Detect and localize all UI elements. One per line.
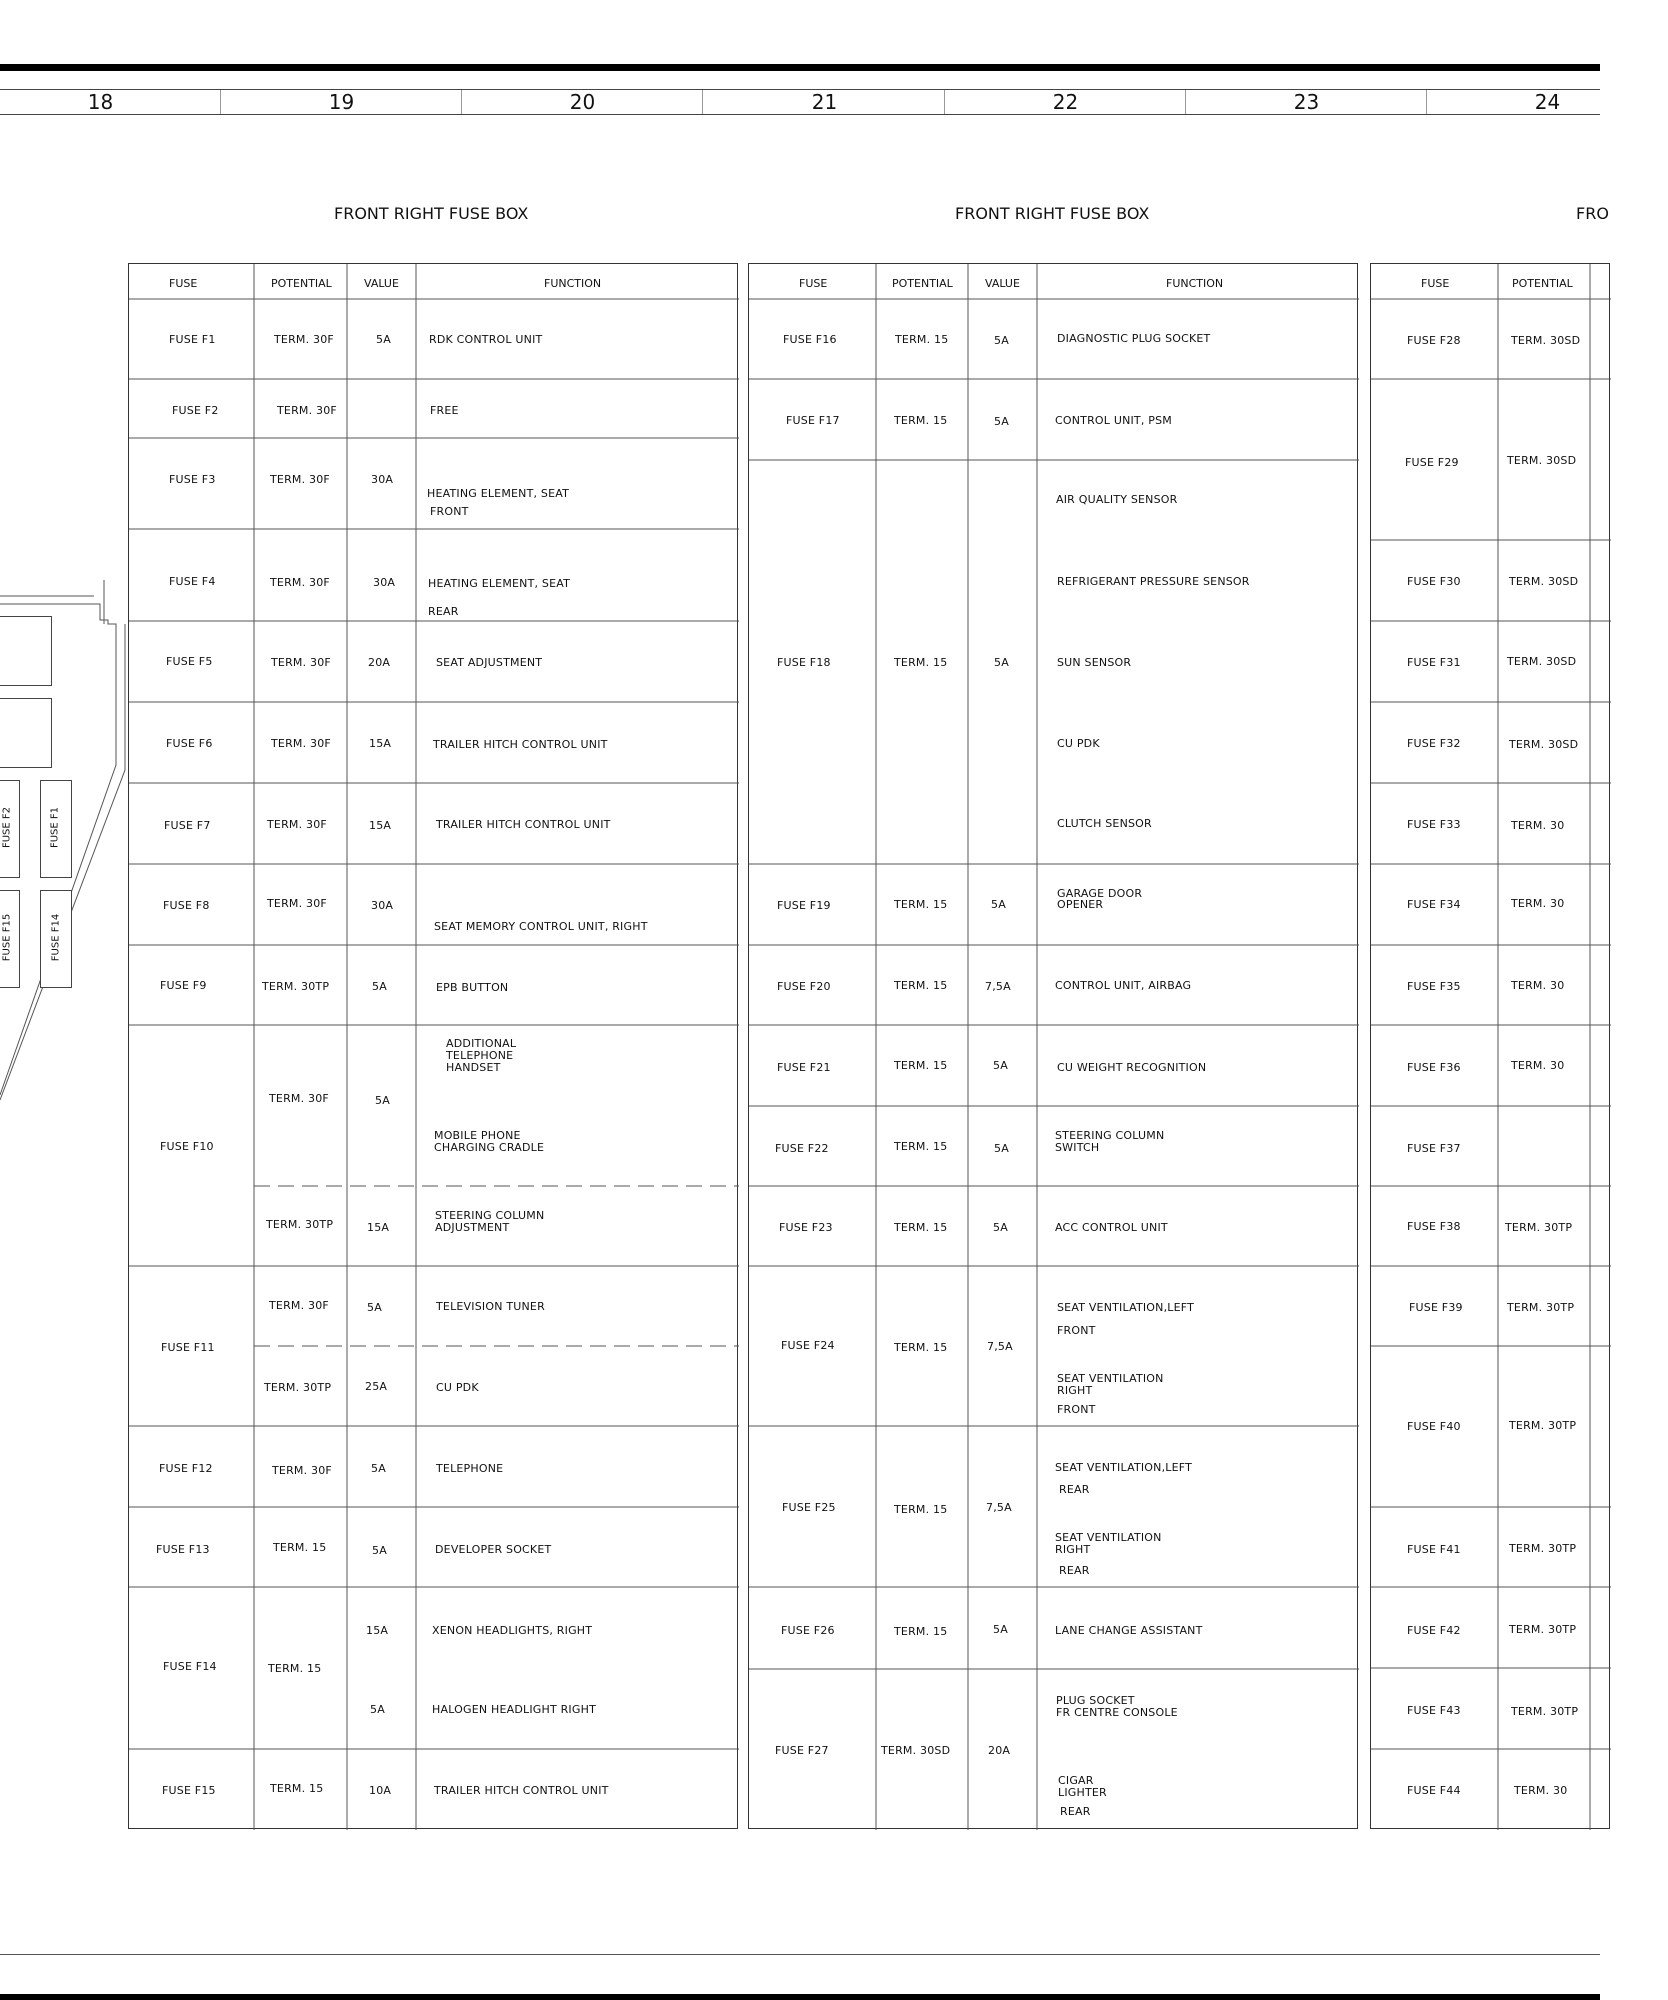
fuse-function-detail: REAR <box>1060 1805 1091 1818</box>
fuse-function-detail: RIGHT <box>1057 1384 1093 1397</box>
fuse-potential: TERM. 30SD <box>881 1744 951 1757</box>
fuse-function-detail: FRONT <box>430 505 469 518</box>
fuse-function: SUN SENSOR <box>1057 656 1132 669</box>
fuse-function: CU WEIGHT RECOGNITION <box>1057 1061 1207 1074</box>
fuse-function: CLUTCH SENSOR <box>1057 817 1152 830</box>
fuse-potential: TERM. 30SD <box>1507 454 1577 467</box>
fuse-potential: TERM. 30SD <box>1511 334 1581 347</box>
fuse-function: SEAT VENTILATION <box>1057 1372 1164 1385</box>
fuse-function-detail: RIGHT <box>1055 1543 1091 1556</box>
fuse-potential: TERM. 30F <box>267 818 327 831</box>
fuse-id: FUSE F40 <box>1407 1420 1461 1433</box>
fuse-box-outline-drawing <box>0 580 130 1100</box>
col-header-function: FUNCTION <box>1166 277 1224 290</box>
fuse-function: STEERING COLUMN <box>1055 1129 1165 1142</box>
fuse-id: FUSE F8 <box>163 899 210 912</box>
fuse-table-1 <box>128 263 738 1829</box>
fuse-potential: TERM. 30F <box>270 473 330 486</box>
fuse-function: TRAILER HITCH CONTROL UNIT <box>436 818 611 831</box>
fuse-function: HEATING ELEMENT, SEAT <box>427 487 570 500</box>
fuse-function: EPB BUTTON <box>436 981 509 994</box>
fuse-id: FUSE F21 <box>777 1061 831 1074</box>
fuse-potential: TERM. 30SD <box>1507 655 1577 668</box>
table-2-gridlines <box>749 264 1359 1830</box>
fuse-label-f1: FUSE F1 <box>49 806 61 849</box>
fuse-label-f14: FUSE F14 <box>50 913 62 962</box>
fuse-id: FUSE F3 <box>169 473 216 486</box>
fuse-value: 5A <box>993 1221 1008 1234</box>
fuse-id: FUSE F37 <box>1407 1142 1461 1155</box>
fuse-function: TELEPHONE <box>436 1462 504 1475</box>
ruler-number: 21 <box>811 90 838 114</box>
fuse-potential: TERM. 30SD <box>1509 738 1579 751</box>
relay-slot <box>0 698 52 768</box>
fuse-value: 5A <box>994 1142 1009 1155</box>
fuse-potential: TERM. 15 <box>894 656 948 669</box>
fuse-potential: TERM. 30TP <box>266 1218 334 1231</box>
fuse-function: HALOGEN HEADLIGHT RIGHT <box>432 1703 596 1716</box>
fuse-potential: TERM. 30F <box>269 1092 329 1105</box>
fuse-potential: TERM. 15 <box>895 333 949 346</box>
fuse-potential: TERM. 15 <box>273 1541 327 1554</box>
fuse-id: FUSE F38 <box>1407 1220 1461 1233</box>
fuse-function: GARAGE DOOR <box>1057 887 1143 900</box>
fuse-id: FUSE F14 <box>163 1660 217 1673</box>
col-header-value: VALUE <box>364 277 399 290</box>
fuse-id: FUSE F33 <box>1407 818 1461 831</box>
fuse-function: DIAGNOSTIC PLUG SOCKET <box>1057 332 1211 345</box>
fuse-function: PLUG SOCKET <box>1056 1694 1135 1707</box>
fuse-function-detail: REAR <box>1059 1483 1090 1496</box>
fuse-value: 30A <box>371 473 394 486</box>
fuse-id: FUSE F25 <box>782 1501 836 1514</box>
ruler-number: 20 <box>569 90 596 114</box>
top-border-bar <box>0 64 1600 71</box>
fuse-value: 7,5A <box>986 1501 1012 1514</box>
fuse-potential: TERM. 30 <box>1514 1784 1568 1797</box>
fuse-function-detail: CHARGING CRADLE <box>434 1141 545 1154</box>
fuse-function: ACC CONTROL UNIT <box>1055 1221 1168 1234</box>
fuse-potential: TERM. 15 <box>894 1341 948 1354</box>
fuse-function: CONTROL UNIT, PSM <box>1055 414 1172 427</box>
fuse-function: ADDITIONAL <box>446 1037 517 1050</box>
grid-ruler <box>0 89 1600 115</box>
fuse-id: FUSE F7 <box>164 819 211 832</box>
fuse-id: FUSE F39 <box>1409 1301 1463 1314</box>
fuse-potential: TERM. 15 <box>894 1140 948 1153</box>
col-header-function: FUNCTION <box>544 277 602 290</box>
fuse-id: FUSE F1 <box>169 333 216 346</box>
fuse-function: TELEVISION TUNER <box>436 1300 545 1313</box>
fuse-function: CIGAR <box>1058 1774 1094 1787</box>
fuse-value: 5A <box>994 656 1009 669</box>
fuse-value: 5A <box>370 1703 385 1716</box>
fuse-id: FUSE F29 <box>1405 456 1459 469</box>
fuse-box-title: FRONT RIGHT FUSE BOX <box>955 204 1150 223</box>
fuse-function: CU PDK <box>1057 737 1100 750</box>
fuse-function-detail: OPENER <box>1057 898 1104 911</box>
fuse-function-detail: ADJUSTMENT <box>435 1221 510 1234</box>
fuse-value: 5A <box>376 333 391 346</box>
fuse-value: 15A <box>366 1624 389 1637</box>
fuse-potential: TERM. 30F <box>272 1464 332 1477</box>
fuse-potential: TERM. 30 <box>1511 979 1565 992</box>
fuse-function-detail: REAR <box>428 605 459 618</box>
fuse-function: HEATING ELEMENT, SEAT <box>428 577 571 590</box>
fuse-id: FUSE F4 <box>169 575 216 588</box>
fuse-id: FUSE F26 <box>781 1624 835 1637</box>
fuse-function-detail: FRONT <box>1057 1324 1096 1337</box>
fuse-function: CONTROL UNIT, AIRBAG <box>1055 979 1192 992</box>
fuse-potential: TERM. 30F <box>271 737 331 750</box>
fuse-potential: TERM. 15 <box>894 898 948 911</box>
fuse-function-detail: SWITCH <box>1055 1141 1100 1154</box>
fuse-value: 15A <box>367 1221 390 1234</box>
fuse-function: AIR QUALITY SENSOR <box>1056 493 1178 506</box>
col-header-potential: POTENTIAL <box>892 277 953 290</box>
fuse-function: STEERING COLUMN <box>435 1209 545 1222</box>
fuse-potential: TERM. 15 <box>894 979 948 992</box>
fuse-id: FUSE F17 <box>786 414 840 427</box>
col-header-potential: POTENTIAL <box>1512 277 1573 290</box>
fuse-function-detail: TELEPHONE <box>446 1049 514 1062</box>
fuse-table-2 <box>748 263 1358 1829</box>
fuse-value: 20A <box>368 656 391 669</box>
fuse-potential: TERM. 15 <box>268 1662 322 1675</box>
ruler-number: 24 <box>1534 90 1561 114</box>
fuse-function: SEAT VENTILATION,LEFT <box>1055 1461 1193 1474</box>
fuse-function-detail: FR CENTRE CONSOLE <box>1056 1706 1178 1719</box>
fuse-value: 20A <box>988 1744 1011 1757</box>
fuse-id: FUSE F23 <box>779 1221 833 1234</box>
ruler-number: 22 <box>1052 90 1079 114</box>
fuse-function-detail: LIGHTER <box>1058 1786 1107 1799</box>
fuse-id: FUSE F6 <box>166 737 213 750</box>
fuse-value: 5A <box>991 898 1006 911</box>
fuse-function: CU PDK <box>436 1381 479 1394</box>
fuse-value: 5A <box>994 334 1009 347</box>
fuse-potential: TERM. 30F <box>277 404 337 417</box>
fuse-value: 5A <box>375 1094 390 1107</box>
fuse-function-detail: HANDSET <box>446 1061 501 1074</box>
col-header-value: VALUE <box>985 277 1020 290</box>
fuse-id: FUSE F27 <box>775 1744 829 1757</box>
fuse-function: SEAT VENTILATION <box>1055 1531 1162 1544</box>
fuse-potential: TERM. 30TP <box>1505 1221 1573 1234</box>
fuse-potential: TERM. 30 <box>1511 1059 1565 1072</box>
fuse-id: FUSE F13 <box>156 1543 210 1556</box>
fuse-id: FUSE F31 <box>1407 656 1461 669</box>
fuse-id: FUSE F5 <box>166 655 213 668</box>
fuse-value: 30A <box>373 576 396 589</box>
fuse-id: FUSE F2 <box>172 404 219 417</box>
fuse-potential: TERM. 30TP <box>1509 1419 1577 1432</box>
fuse-function: SEAT ADJUSTMENT <box>436 656 543 669</box>
fuse-id: FUSE F24 <box>781 1339 835 1352</box>
fuse-function: SEAT MEMORY CONTROL UNIT, RIGHT <box>434 920 648 933</box>
fuse-function: TRAILER HITCH CONTROL UNIT <box>434 1784 609 1797</box>
fuse-id: FUSE F16 <box>783 333 837 346</box>
fuse-potential: TERM. 30 <box>1511 897 1565 910</box>
col-header-fuse: FUSE <box>169 277 198 290</box>
table-3-gridlines <box>1371 264 1611 1830</box>
fuse-id: FUSE F22 <box>775 1142 829 1155</box>
fuse-potential: TERM. 30TP <box>262 980 330 993</box>
fuse-potential: TERM. 15 <box>894 414 948 427</box>
fuse-id: FUSE F19 <box>777 899 831 912</box>
fuse-function: RDK CONTROL UNIT <box>429 333 543 346</box>
fuse-potential: TERM. 15 <box>270 1782 324 1795</box>
fuse-potential: TERM. 30TP <box>1511 1705 1579 1718</box>
fuse-id: FUSE F9 <box>160 979 207 992</box>
fuse-value: 7,5A <box>985 980 1011 993</box>
fuse-potential: TERM. 30TP <box>1509 1542 1577 1555</box>
fuse-id: FUSE F11 <box>161 1341 215 1354</box>
fuse-potential: TERM. 30TP <box>264 1381 332 1394</box>
fuse-function-detail: MOBILE PHONE <box>434 1129 521 1142</box>
fuse-value: 15A <box>369 737 392 750</box>
fuse-value: 7,5A <box>987 1340 1013 1353</box>
fuse-id: FUSE F12 <box>159 1462 213 1475</box>
fuse-function-detail: REAR <box>1059 1564 1090 1577</box>
fuse-value: 5A <box>993 1059 1008 1072</box>
fuse-value: 10A <box>369 1784 392 1797</box>
fuse-value: 15A <box>369 819 392 832</box>
fuse-id: FUSE F36 <box>1407 1061 1461 1074</box>
fuse-potential: TERM. 30F <box>270 576 330 589</box>
ruler-number: 23 <box>1293 90 1320 114</box>
fuse-box-title: FRONT RIGHT FUSE BOX <box>334 204 529 223</box>
fuse-id: FUSE F28 <box>1407 334 1461 347</box>
relay-slot <box>0 616 52 686</box>
fuse-value: 30A <box>371 899 394 912</box>
col-header-fuse: FUSE <box>799 277 828 290</box>
fuse-function: REFRIGERANT PRESSURE SENSOR <box>1057 575 1250 588</box>
fuse-potential: TERM. 30F <box>271 656 331 669</box>
fuse-value: 5A <box>372 1544 387 1557</box>
fuse-id: FUSE F10 <box>160 1140 214 1153</box>
ruler-number: 19 <box>328 90 355 114</box>
fuse-value: 5A <box>993 1623 1008 1636</box>
fuse-potential: TERM. 15 <box>894 1625 948 1638</box>
fuse-potential: TERM. 30F <box>274 333 334 346</box>
fuse-id: FUSE F32 <box>1407 737 1461 750</box>
fuse-function-detail: FRONT <box>1057 1403 1096 1416</box>
fuse-value: 5A <box>371 1462 386 1475</box>
fuse-id: FUSE F15 <box>162 1784 216 1797</box>
fuse-id: FUSE F20 <box>777 980 831 993</box>
bottom-rule <box>0 1954 1600 1955</box>
fuse-table-3 <box>1370 263 1610 1829</box>
fuse-value: 25A <box>365 1380 388 1393</box>
fuse-id: FUSE F30 <box>1407 575 1461 588</box>
fuse-function: DEVELOPER SOCKET <box>435 1543 552 1556</box>
col-header-potential: POTENTIAL <box>271 277 332 290</box>
fuse-function: TRAILER HITCH CONTROL UNIT <box>433 738 608 751</box>
fuse-value: 5A <box>994 415 1009 428</box>
fuse-potential: TERM. 15 <box>894 1059 948 1072</box>
fuse-id: FUSE F42 <box>1407 1624 1461 1637</box>
fuse-id: FUSE F34 <box>1407 898 1461 911</box>
fuse-label-f2: FUSE F2 <box>1 806 13 849</box>
fuse-potential: TERM. 15 <box>894 1503 948 1516</box>
fuse-id: FUSE F18 <box>777 656 831 669</box>
bottom-border-bar <box>0 1994 1600 2000</box>
fuse-label-f15: FUSE F15 <box>1 913 13 962</box>
fuse-function: SEAT VENTILATION,LEFT <box>1057 1301 1195 1314</box>
fuse-box-title-partial: FRO <box>1576 204 1609 223</box>
fuse-function: XENON HEADLIGHTS, RIGHT <box>432 1624 593 1637</box>
fuse-id: FUSE F35 <box>1407 980 1461 993</box>
col-header-fuse: FUSE <box>1421 277 1450 290</box>
fuse-id: FUSE F44 <box>1407 1784 1461 1797</box>
ruler-number: 18 <box>87 90 114 114</box>
fuse-value: 5A <box>367 1301 382 1314</box>
fuse-potential: TERM. 30TP <box>1509 1623 1577 1636</box>
fuse-potential: TERM. 30F <box>267 897 327 910</box>
fuse-value: 5A <box>372 980 387 993</box>
fuse-potential: TERM. 30F <box>269 1299 329 1312</box>
fuse-potential: TERM. 15 <box>894 1221 948 1234</box>
fuse-potential: TERM. 30TP <box>1507 1301 1575 1314</box>
fuse-id: FUSE F41 <box>1407 1543 1461 1556</box>
fuse-potential: TERM. 30SD <box>1509 575 1579 588</box>
fuse-potential: TERM. 30 <box>1511 819 1565 832</box>
fuse-id: FUSE F43 <box>1407 1704 1461 1717</box>
fuse-function: LANE CHANGE ASSISTANT <box>1055 1624 1203 1637</box>
fuse-function: FREE <box>430 404 459 417</box>
